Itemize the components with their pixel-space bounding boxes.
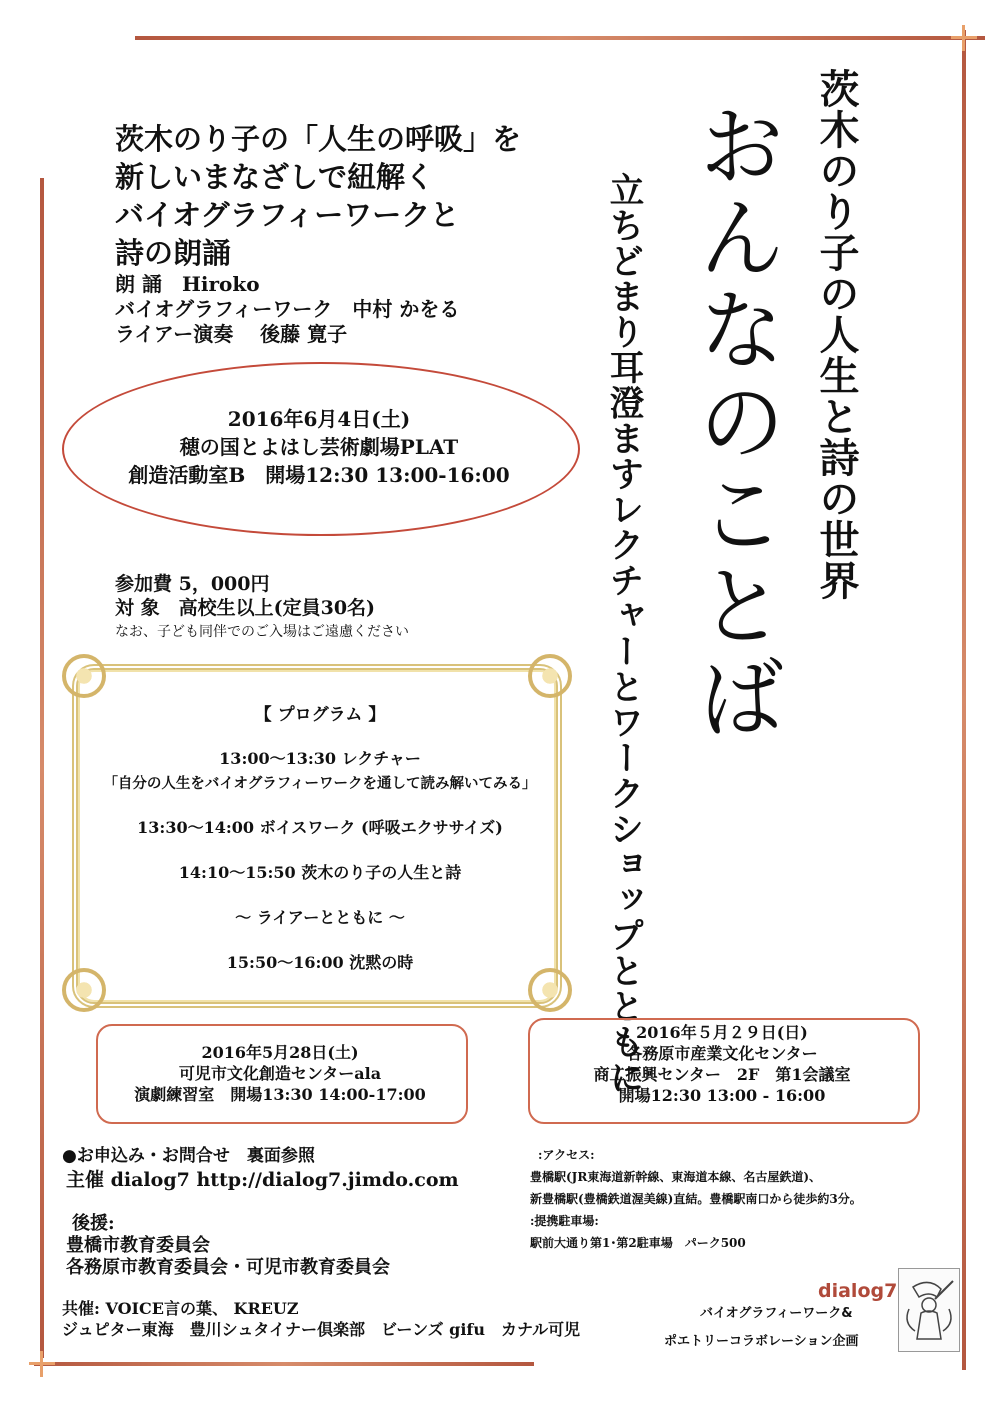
performer-credits <box>115 272 575 347</box>
kani-event-date: 2016年5月28日(土) <box>201 1043 359 1062</box>
kakamigahara-event-room: 商工振興センター 2F 第1会議室 <box>593 1065 851 1084</box>
headline-line: 新しいまなざしで紐解く <box>115 160 435 194</box>
series-title-vertical: 茨木のり子の人生と詩の世界 <box>813 68 860 601</box>
headline-line: 茨木のり子の「人生の呼吸」を <box>115 122 522 156</box>
parking-label: :提携駐車場: <box>530 1214 599 1228</box>
main-title-vertical: おんなのことば <box>684 100 787 744</box>
bottom-border-line <box>34 1362 534 1366</box>
parking-info: 駅前大通り第1･第2駐車場 パーク500 <box>530 1236 746 1250</box>
kakamigahara-event-info <box>528 1022 916 1106</box>
fee-note: なお、子ども同伴でのご入場はご遠慮ください <box>115 624 409 640</box>
main-event-room-time: 創造活動室B 開場12:30 13:00-16:00 <box>128 463 510 487</box>
access-info <box>530 1144 930 1254</box>
subtitle-vertical: 立ちどまり耳澄ますレクチャーとワークショップとともに <box>603 172 643 1095</box>
kani-event-venue: 可児市文化創造センターala <box>178 1064 382 1083</box>
right-border-line <box>962 30 966 1370</box>
program-item-poetry: 14:10～15:50 茨木のり子の人生と詩 <box>178 863 462 882</box>
brand-name: dialog7 <box>818 1280 898 1302</box>
fee-price: 参加費 5，000円 <box>115 573 270 595</box>
cohost-line-1: 共催: VOICE言の葉、 KREUZ <box>62 1299 299 1318</box>
kani-event-room-time: 演劇練習室 開場13:30 14:00-17:00 <box>134 1085 426 1104</box>
access-line-1: 豊橋駅(JR東海道新幹線、東海道本線、名古屋鉄道)、 <box>530 1170 822 1184</box>
program-heading: 【 プログラム 】 <box>254 705 386 725</box>
ornament-flourish-icon <box>528 654 572 698</box>
organizer: 主催 dialog7 http://dialog7.jimdo.com <box>66 1169 459 1191</box>
access-label: :アクセス: <box>538 1148 595 1162</box>
program-item-lecture-detail: 「自分の人生をバイオグラフィーワークを通して読み解いてみる」 <box>103 775 537 792</box>
fee-target: 対 象 高校生以上(定員30名) <box>115 597 376 619</box>
headline-line: 詩の朗誦 <box>115 236 232 270</box>
ornament-flourish-icon <box>528 968 572 1012</box>
credit-biography: バイオグラフィーワーク 中村 かをる <box>115 297 460 321</box>
kani-event-info <box>96 1042 464 1105</box>
apply-contact: ●お申込み・お問合せ 裏面参照 <box>62 1146 315 1166</box>
brand-line-2: ポエトリーコラボレーション企画 <box>664 1334 859 1349</box>
headline-line: バイオグラフィーワークと <box>115 198 460 232</box>
kakamigahara-event-venue: 各務原市産業文化センター <box>626 1044 818 1063</box>
main-event-date: 2016年6月4日(土) <box>227 407 411 431</box>
support-label: 後援: <box>72 1213 115 1234</box>
program-item-voicework: 13:30～14:00 ボイスワーク (呼吸エクササイズ) <box>137 818 503 837</box>
kakamigahara-event-time: 開場12:30 13:00 - 16:00 <box>618 1086 826 1105</box>
program-item-lyre: ～ ライアーとともに ～ <box>235 908 405 927</box>
top-border-line <box>135 36 985 40</box>
ornament-flourish-icon <box>62 654 106 698</box>
main-event-info <box>62 405 576 489</box>
fee-info <box>115 572 535 644</box>
main-event-venue: 穂の国とよはし芸術劇場PLAT <box>179 435 459 459</box>
left-border-line <box>40 178 44 1358</box>
cohost-line-2: ジュピター東海 豊川シュタイナー倶楽部 ビーンズ gifu カナル可児 <box>62 1320 581 1339</box>
kakamigahara-event-date: 2016年５月２９日(日) <box>636 1023 808 1042</box>
corner-ornament-top-right <box>951 25 977 51</box>
ornament-flourish-icon <box>62 968 106 1012</box>
credit-reading: 朗 誦 Hiroko <box>115 272 260 296</box>
program-item-silence: 15:50～16:00 沈黙の時 <box>226 953 414 972</box>
brand-line-1: バイオグラフィーワーク& <box>700 1306 853 1321</box>
support-org-2: 各務原市教育委員会・可児市教育委員会 <box>66 1257 390 1278</box>
access-line-2: 新豊橋駅(豊橋鉄道渥美線)直結。豊橋駅南口から徒歩約3分。 <box>530 1192 862 1206</box>
credit-lyre: ライアー演奏 後藤 寛子 <box>115 322 348 346</box>
program-item-lecture: 13:00～13:30 レクチャー <box>219 749 421 768</box>
headline <box>115 120 585 272</box>
corner-ornament-bottom-left <box>29 1351 55 1377</box>
support-org-1: 豊橋市教育委員会 <box>66 1235 210 1256</box>
angel-logo-icon <box>898 1268 960 1352</box>
